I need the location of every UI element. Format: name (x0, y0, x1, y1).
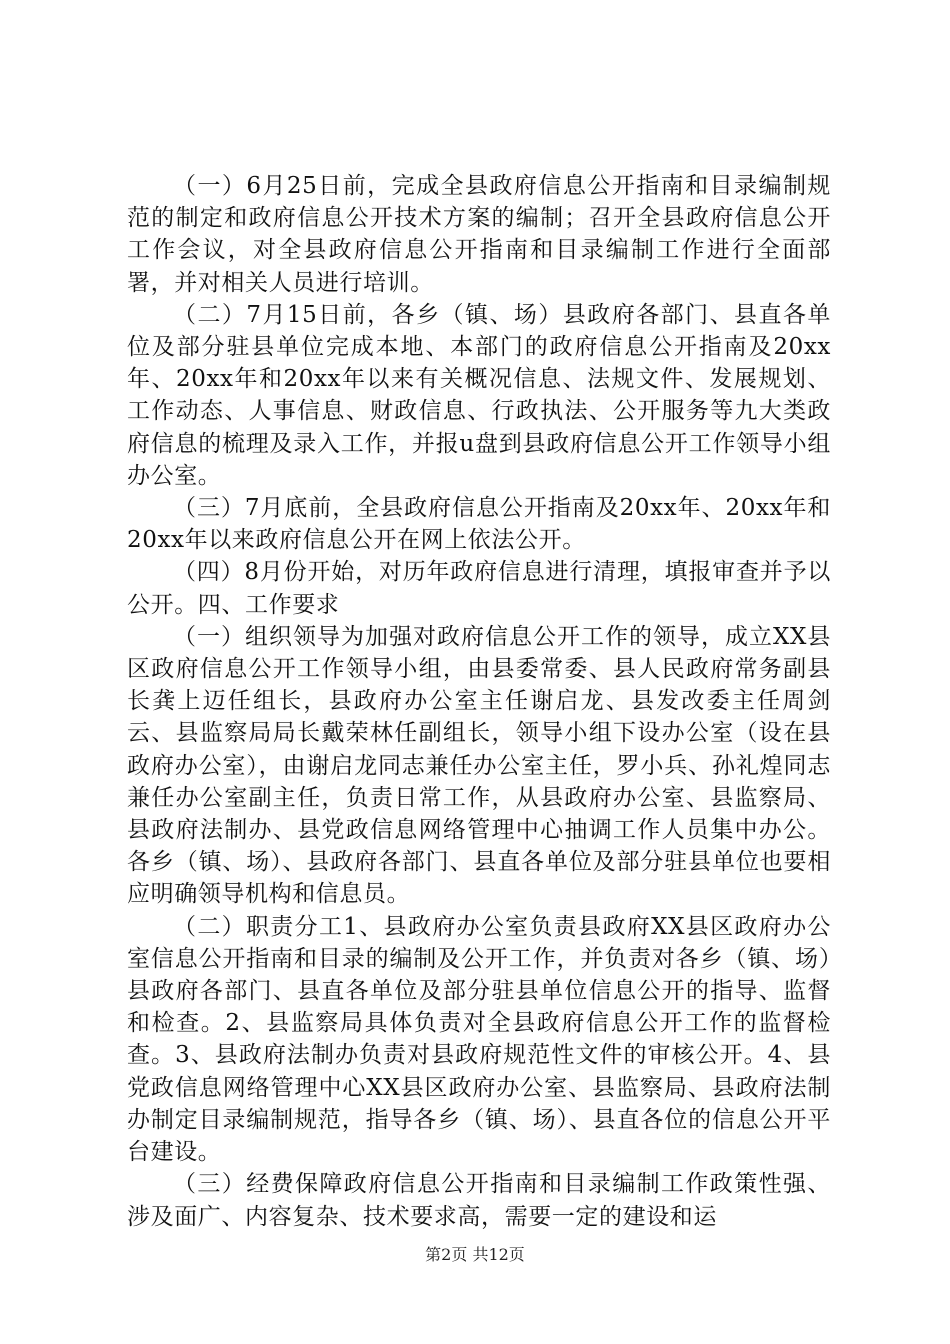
paragraph-3: （三）7月底前，全县政府信息公开指南及20xx年、20xx年和20xx年以来政府信息公开在网上依法公开。 (127, 495, 831, 554)
page-number-footer: 第2页 共12页 (425, 1245, 525, 1264)
paragraph-6: （二）职责分工1、县政府办公室负责县政府XX县区政府办公室信息公开指南和目录的编制及公开工作，并负责对各乡（镇、场）县政府各部门、县直各单位及部分驻县单位信息公开的指导、监督和检查。2、县监察局具体负责对全县政府信息公开工作的监督检查。3、县政府法制办负责对县政府规范性文件的审核公开。4、县党政信息网络管理中心XX县区政府办公室、县监察局、县政府法制办制定目录编制规范，指导各乡（镇、场）、县直各位的信息公开平台建设。 (127, 913, 831, 1166)
document-body (127, 170, 831, 1233)
paragraph-7: （三）经费保障政府信息公开指南和目录编制工作政策性强、涉及面广、内容复杂、技术要求高，需要一定的建设和运 (127, 1171, 831, 1230)
paragraph-4: （四）8月份开始，对历年政府信息进行清理，填报审查并予以公开。四、工作要求 (127, 559, 831, 618)
paragraph-2: （二）7月15日前，各乡（镇、场）县政府各部门、县直各单位及部分驻县单位完成本地、本部门的政府信息公开指南及20xx年、20xx年和20xx年以来有关概况信息、法规文件、发展规划、工作动态、人事信息、财政信息、行政执法、公开服务等九大类政府信息的梳理及录入工作，并报u盘到县政府信息公开工作领导小组办公室。 (127, 301, 831, 489)
paragraph-5: （一）组织领导为加强对政府信息公开工作的领导，成立XX县区政府信息公开工作领导小组，由县委常委、县人民政府常务副县长龚上迈任组长，县政府办公室主任谢启龙、县发改委主任周剑云、县监察局局长戴荣林任副组长，领导小组下设办公室（设在县政府办公室），由谢启龙同志兼任办公室主任，罗小兵、孙礼煌同志兼任办公室副主任，负责日常工作，从县政府办公室、县监察局、县政府法制办、县党政信息网络管理中心抽调工作人员集中办公。各乡（镇、场）、县政府各部门、县直各单位及部分驻县单位也要相应明确领导机构和信息员。 (127, 623, 831, 908)
paragraph-1: （一）6月25日前，完成全县政府信息公开指南和目录编制规范的制定和政府信息公开技术方案的编制；召开全县政府信息公开工作会议，对全县政府信息公开指南和目录编制工作进行全面部署，并对相关人员进行培训。 (127, 173, 831, 296)
